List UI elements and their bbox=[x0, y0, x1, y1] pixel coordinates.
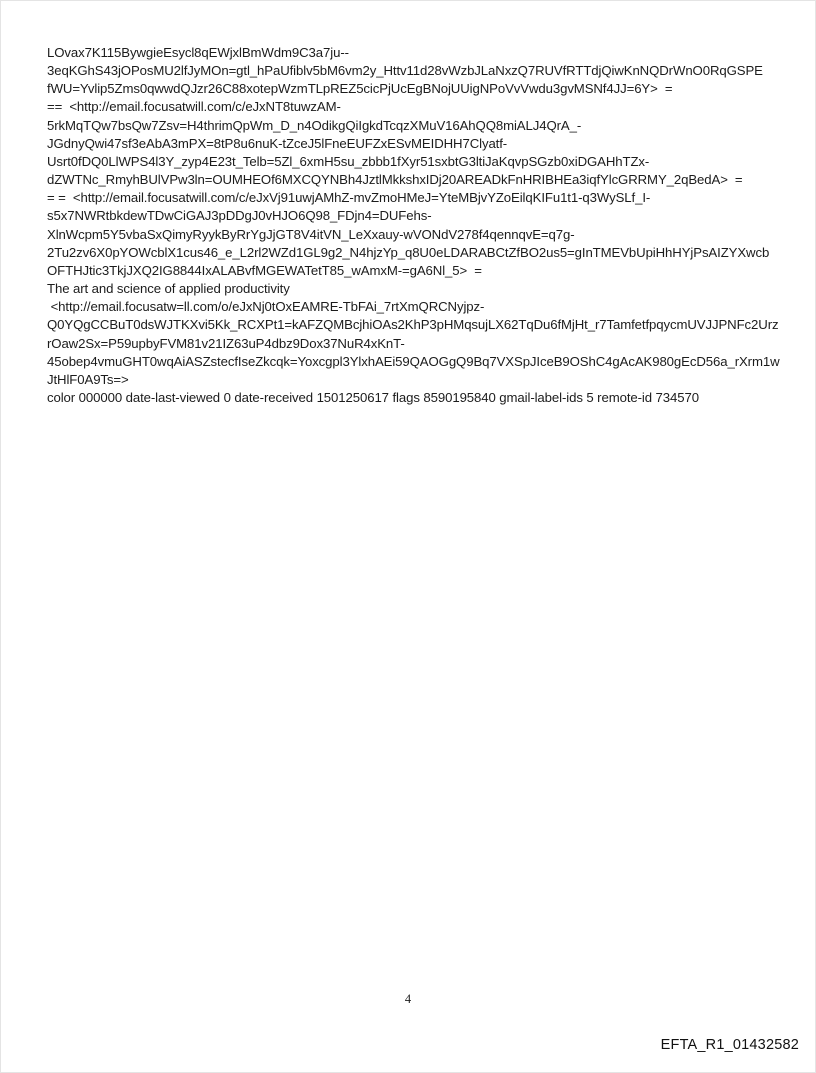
document-text-line: The art and science of applied productivity bbox=[47, 281, 290, 297]
document-text-line: dZWTNc_RmyhBUlVPw3ln=OUMHEOf6MXCQYNBh4JztlMkkshxIDj20AREADkFnHRIBHEa3iqfYlcGRRMY_2qBedA> = bbox=[47, 172, 743, 188]
document-text-block bbox=[47, 44, 795, 407]
document-text-line: JGdnyQwi47sf3eAbA3mPX=8tP8u6nuK-tZceJ5lFneEUFZxESvMEIDHH7Clyatf- bbox=[47, 135, 508, 151]
document-text-line: s5x7NWRtbkdewTDwCiGAJ3pDDgJ0vHJO6Q98_FDjn4=DUFehs- bbox=[47, 208, 432, 224]
document-text-line: fWU=Yvlip5Zms0qwwdQJzr26C88xotepWzmTLpREZ5cicPjUcEgBNojUUigNPoVvVwdu3gvMSNf4JJ=6Y> = bbox=[47, 81, 673, 97]
document-text-line: rOaw2Sx=P59upbyFVM81v21IZ63uP4dbz9Dox37NuR4xKnT- bbox=[47, 335, 405, 351]
document-text-line: JtHlF0A9Ts=> bbox=[47, 371, 129, 387]
document-text-line: OFTHJtic3TkjJXQ2IG8844IxALABvfMGEWATetT85_wAmxM-=gA6Nl_5> = bbox=[47, 262, 482, 278]
document-text-line: 3eqKGhS43jOPosMU2lfJyMOn=gtl_hPaUfiblv5bM6vm2y_Httv11d28vWzbJLaNxzQ7RUVfRTTdjQiwKnNQDrWnO0RqGSPE bbox=[47, 63, 763, 79]
document-text-line: 5rkMqTQw7bsQw7Zsv=H4thrimQpWm_D_n4OdikgQiIgkdTcqzXMuV16AhQQ8miALJ4QrA_- bbox=[47, 117, 582, 133]
document-text-line: XlnWcpm5Y5vbaSxQimyRyykByRrYgJjGT8V4itVN_LeXxauy-wVONdV278f4qennqvE=q7g- bbox=[47, 226, 575, 242]
document-text-line: Usrt0fDQ0LlWPS4l3Y_zyp4E23t_Telb=5Zl_6xmH5su_zbbb1fXyr51sxbtG3ltiJaKqvpSGzb0xiDGAHhTZx- bbox=[47, 153, 650, 169]
page-number: 4 bbox=[404, 992, 412, 1006]
document-text-line: LOvax7K115BywgieEsycl8qEWjxlBmWdm9C3a7ju-- bbox=[47, 45, 349, 60]
document-text-line: <http://email.focusatw=ll.com/o/eJxNj0tOxEAMRE-TbFAi_7rtXmQRCNyjpz- bbox=[47, 299, 485, 315]
bates-stamp: EFTA_R1_01432582 bbox=[660, 1037, 799, 1053]
document-text-line: 2Tu2zv6X0pYOWcblX1cus46_e_L2rl2WZd1GL9g2_N4hjzYp_q8U0eLDARABCtZfBO2us5=gInTMEVbUpiHhHYjPsAIZYXwcb bbox=[47, 244, 770, 260]
document-text-line: Q0YQgCCBuT0dsWJTKXvi5Kk_RCXPt1=kAFZQMBcjhiOAs2KhP3pHMqsujLX62TqDu6fMjHt_r7TamfetfpqycmUVJJPNFc2Urz bbox=[47, 317, 779, 333]
document-text-line: == <http://email.focusatwill.com/c/eJxNT8tuwzAM- bbox=[47, 99, 341, 115]
document-text-line: color 000000 date-last-viewed 0 date-received 1501250617 flags 8590195840 gmail-label-ids 5 remote-id 734570 bbox=[47, 389, 699, 405]
document-text-line: = = <http://email.focusatwill.com/c/eJxVj91uwjAMhZ-mvZmoHMeJ=YteMBjvYZoEilqKIFu1t1-q3WySLf_I- bbox=[47, 190, 651, 206]
document-text-line: 45obep4vmuGHT0wqAiASZstecfIseZkcqk=Yoxcgpl3YlxhAEi59QAOGgQ9Bq7VXSpJIceB9OShC4gAcAK980gEcD56a_rXrm1w bbox=[47, 353, 780, 369]
